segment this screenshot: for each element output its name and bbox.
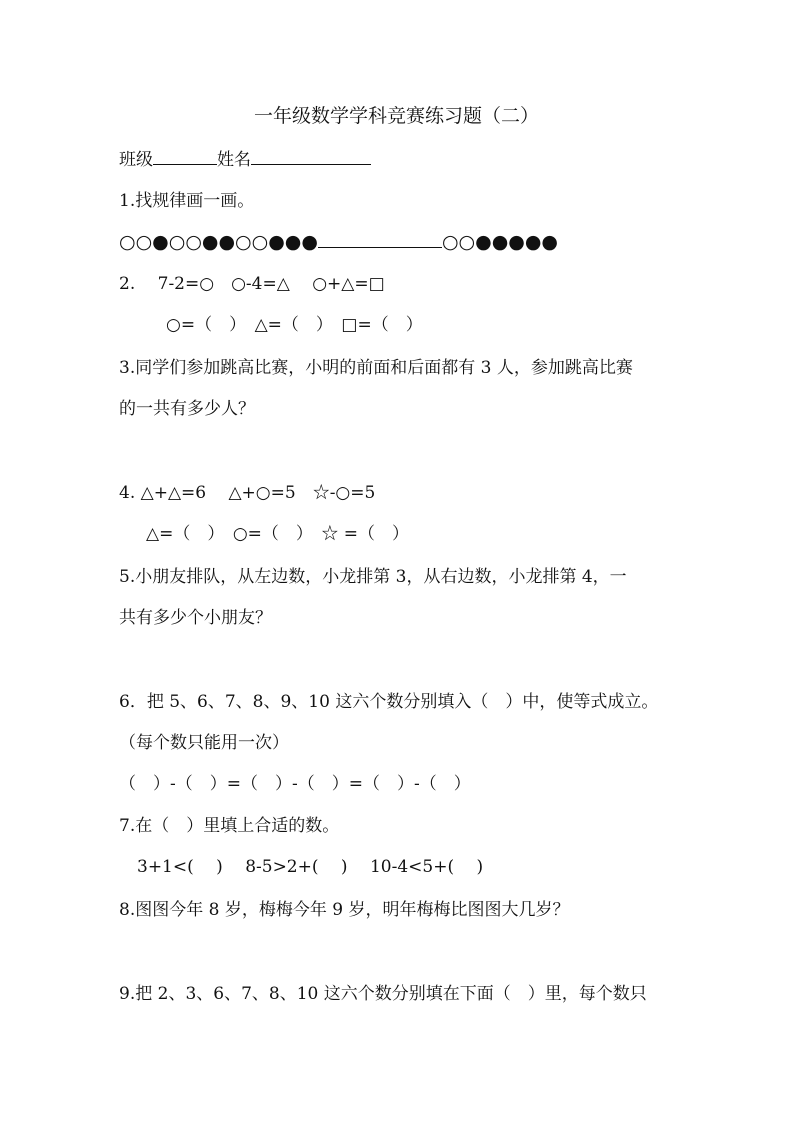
name-blank[interactable]: [251, 146, 371, 165]
page-title: 一年级数学学科竞赛练习题（二）: [253, 105, 539, 127]
header-fields: [119, 146, 371, 172]
q1-pattern: [119, 229, 558, 255]
pattern-left: ○○●○○●●○○●●●: [119, 231, 318, 253]
name-label: 姓名: [217, 150, 251, 170]
q3-line1: 3.同学们参加跳高比赛，小明的前面和后面都有 3 人，参加跳高比赛: [119, 358, 633, 378]
q2-line2: ○=（ ） △=（ ） □=（ ）: [166, 315, 423, 335]
q5-line1: 5.小朋友排队，从左边数，小龙排第 3，从右边数，小龙排第 4，一: [119, 567, 627, 587]
q9-line1: 9.把 2、3、6、7、8、10 这六个数分别填在下面（ ）里，每个数只: [119, 984, 647, 1004]
pattern-right: ○○●●●●●: [441, 231, 559, 253]
q7-line2: 3+1<( ) 8-5>2+( ) 10-4<5+( ): [137, 857, 484, 877]
q3-line2: 的一共有多少人？: [119, 399, 255, 419]
class-label: 班级: [119, 150, 153, 170]
class-blank[interactable]: [153, 146, 217, 165]
q8-line1: 8.图图今年 8 岁，梅梅今年 9 岁，明年梅梅比图图大几岁？: [119, 900, 570, 920]
q7-line1: 7.在（ ）里填上合适的数。: [119, 816, 340, 836]
q2-line1: 2. 7-2=○ ○-4=△ ○+△=□: [119, 274, 385, 294]
q4-line2: △=（ ） ○=（ ） ☆ =（ ）: [146, 524, 410, 544]
q4-line1: 4. △+△=6 △+○=5 ☆-○=5: [119, 483, 376, 503]
q6-line2: （每个数只能用一次）: [119, 733, 289, 753]
q6-line3: （ ）-（ ）=（ ）-（ ）=（ ）-（ ）: [119, 774, 471, 794]
q1-text: 1.找规律画一画。: [119, 191, 255, 211]
pattern-blank[interactable]: [318, 229, 442, 248]
q6-line1: 6．把 5、6、7、8、9、10 这六个数分别填入（ ）中，使等式成立。: [119, 692, 659, 712]
q5-line2: 共有多少个小朋友？: [119, 608, 272, 628]
